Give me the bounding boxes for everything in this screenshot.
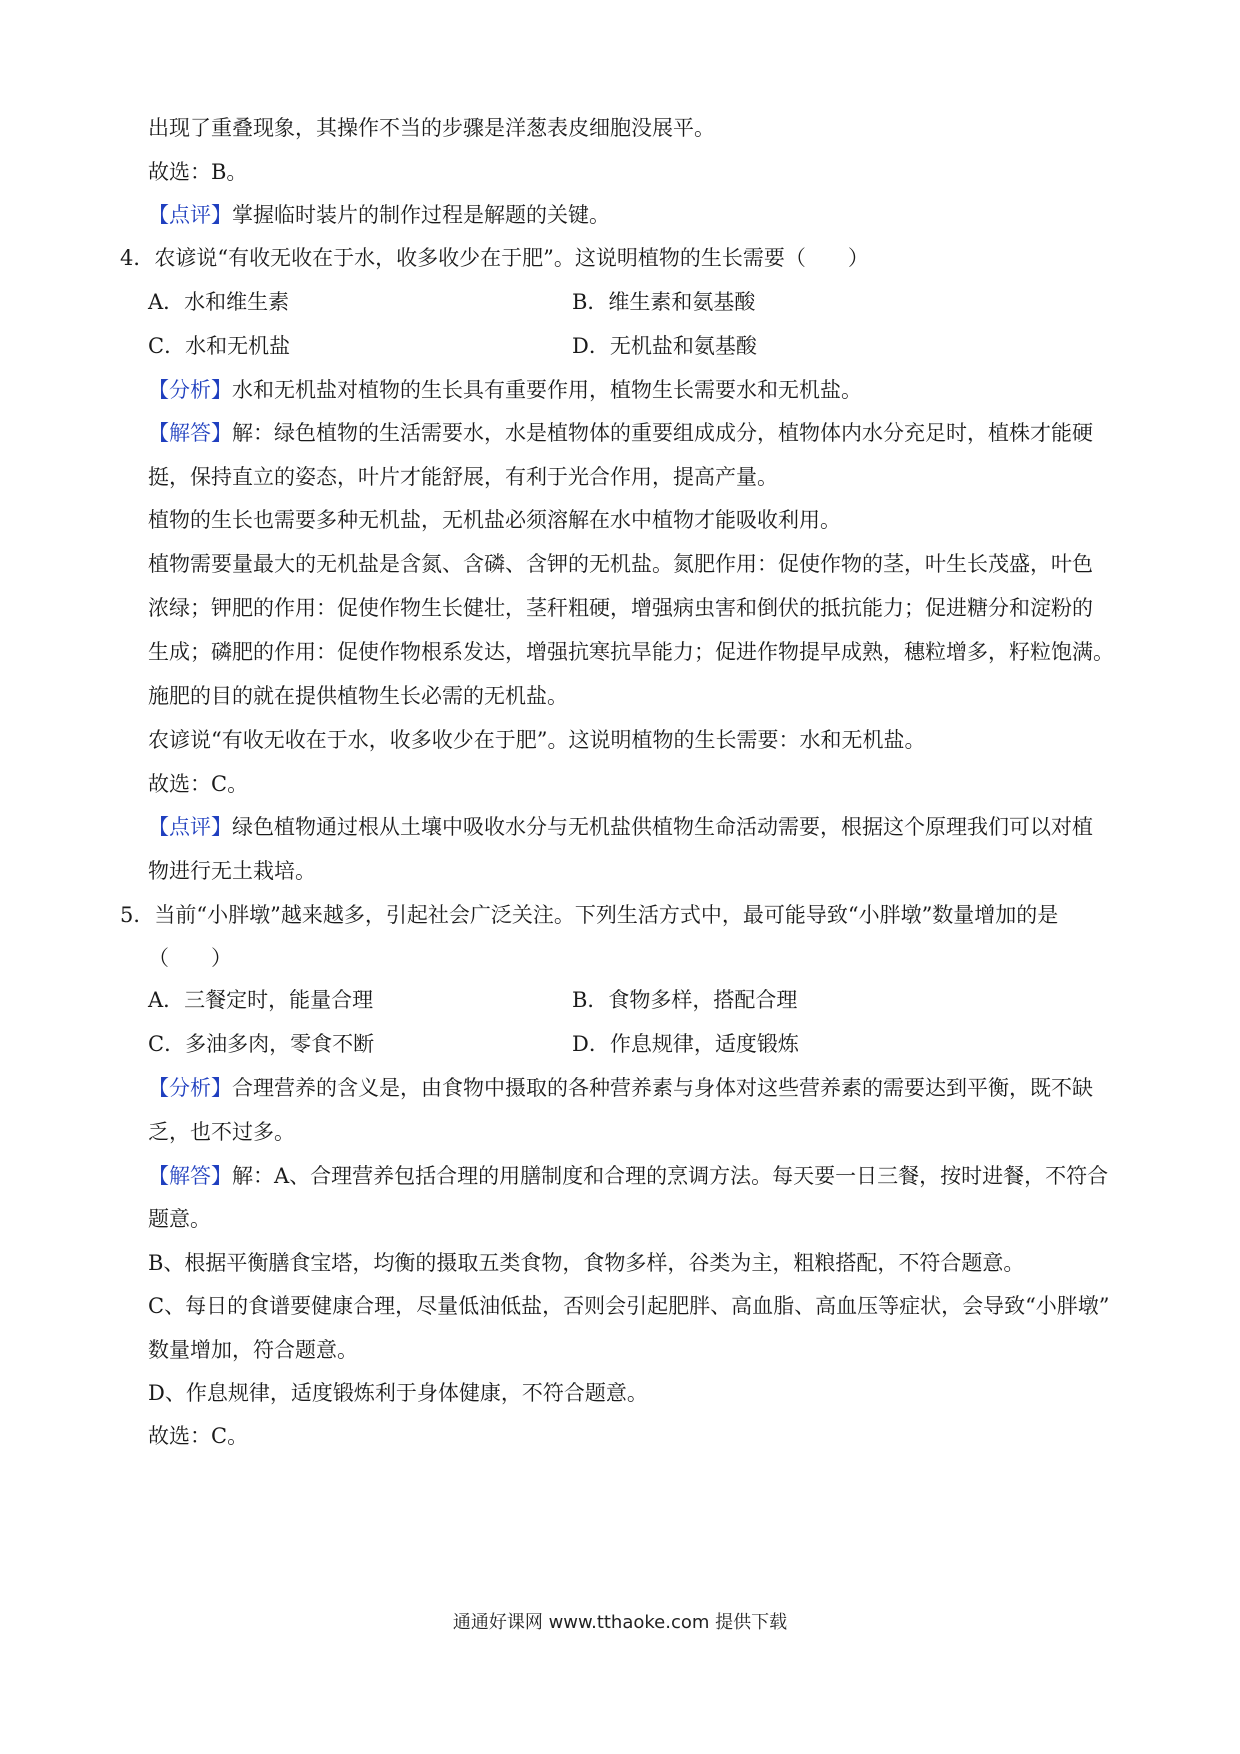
q4-option-a: A．水和维生素 xyxy=(148,290,290,314)
comment-text: 掌握临时装片的制作过程是解题的关键。 xyxy=(232,203,610,227)
q5-analysis-line-2: 乏，也不过多。 xyxy=(148,1120,295,1144)
q5-option-a: A．三餐定时，能量合理 xyxy=(148,988,374,1012)
q5-choice: 故选：C。 xyxy=(148,1424,249,1448)
q3-comment xyxy=(148,200,1128,230)
analysis-text: 水和无机盐对植物的生长具有重要作用，植物生长需要水和无机盐。 xyxy=(232,378,862,402)
answer-tag: 【解答】 xyxy=(148,1164,232,1188)
q5-answer-line-4: C、每日的食谱要健康合理，尽量低油低盐，否则会引起肥胖、高血脂、高血压等症状，会导致“小胖墩” xyxy=(148,1294,1110,1318)
q5-option-d: D．作息规律，适度锻炼 xyxy=(572,1032,799,1056)
comment-tag: 【点评】 xyxy=(148,203,232,227)
analysis-tag: 【分析】 xyxy=(148,1076,232,1100)
q5-answer-line-6: D、作息规律，适度锻炼利于身体健康，不符合题意。 xyxy=(148,1381,648,1405)
q4-answer-line-7: 施肥的目的就在提供植物生长必需的无机盐。 xyxy=(148,684,568,708)
q4-answer-line-5: 浓绿；钾肥的作用：促使作物生长健壮，茎秆粗硬，增强病虫害和倒伏的抵抗能力；促进糖分和淀粉的 xyxy=(148,596,1093,620)
q4-analysis xyxy=(148,375,1128,405)
q4-answer-line-6: 生成；磷肥的作用：促使作物根系发达，增强抗寒抗旱能力；促进作物提早成熟，穗粒增多，籽粒饱满。 xyxy=(148,640,1114,664)
q4-answer-line-2: 挺，保持直立的姿态，叶片才能舒展，有利于光合作用，提高产量。 xyxy=(148,465,778,489)
q4-answer-line-1 xyxy=(148,418,1128,448)
q3-explanation-line: 出现了重叠现象，其操作不当的步骤是洋葱表皮细胞没展平。 xyxy=(148,116,715,140)
q4-option-d: D．无机盐和氨基酸 xyxy=(572,334,757,358)
q4-answer-line-3: 植物的生长也需要多种无机盐，无机盐必须溶解在水中植物才能吸收利用。 xyxy=(148,508,841,532)
q5-stem-line-1: 5．当前“小胖墩”越来越多，引起社会广泛关注。下列生活方式中，最可能导致“小胖墩”数量增加的是 xyxy=(120,903,1059,927)
q3-choice: 故选：B。 xyxy=(148,160,248,184)
comment-text: 绿色植物通过根从土壤中吸收水分与无机盐供植物生命活动需要，根据这个原理我们可以对植 xyxy=(232,815,1093,839)
q5-answer-line-1 xyxy=(148,1161,1128,1191)
q4-option-b: B．维生素和氨基酸 xyxy=(572,290,756,314)
q4-comment-line-1 xyxy=(148,812,1128,842)
answer-tag: 【解答】 xyxy=(148,421,232,445)
q4-answer-line-8: 农谚说“有收无收在于水，收多收少在于肥”。这说明植物的生长需要：水和无机盐。 xyxy=(148,728,926,752)
q4-choice: 故选：C。 xyxy=(148,772,249,796)
q5-answer-line-5: 数量增加，符合题意。 xyxy=(148,1338,358,1362)
q5-option-c: C．多油多肉，零食不断 xyxy=(148,1032,375,1056)
analysis-text: 合理营养的含义是，由食物中摄取的各种营养素与身体对这些营养素的需要达到平衡，既不缺 xyxy=(232,1076,1093,1100)
q5-analysis-line-1 xyxy=(148,1073,1128,1103)
q5-answer-line-3: B、根据平衡膳食宝塔，均衡的摄取五类食物，食物多样，谷类为主，粗粮搭配，不符合题意。 xyxy=(148,1251,1025,1275)
q4-answer-line-4: 植物需要量最大的无机盐是含氮、含磷、含钾的无机盐。氮肥作用：促使作物的茎，叶生长茂盛，叶色 xyxy=(148,552,1093,576)
q5-answer-line-2: 题意。 xyxy=(148,1207,211,1231)
q5-option-b: B．食物多样，搭配合理 xyxy=(572,988,798,1012)
q4-option-c: C．水和无机盐 xyxy=(148,334,291,358)
comment-tag: 【点评】 xyxy=(148,815,232,839)
q5-stem-line-2: （ ） xyxy=(148,946,232,970)
answer-text: 解：A、合理营养包括合理的用膳制度和合理的烹调方法。每天要一日三餐，按时进餐，不符合 xyxy=(232,1164,1109,1188)
q4-stem: 4．农谚说“有收无收在于水，收多收少在于肥”。这说明植物的生长需要（ ） xyxy=(120,246,869,270)
page-footer: 通通好课网 www.tthaoke.com 提供下载 xyxy=(452,1612,788,1633)
analysis-tag: 【分析】 xyxy=(148,378,232,402)
q4-comment-line-2: 物进行无土栽培。 xyxy=(148,859,316,883)
answer-text: 解：绿色植物的生活需要水，水是植物体的重要组成成分，植物体内水分充足时，植株才能硬 xyxy=(232,421,1093,445)
